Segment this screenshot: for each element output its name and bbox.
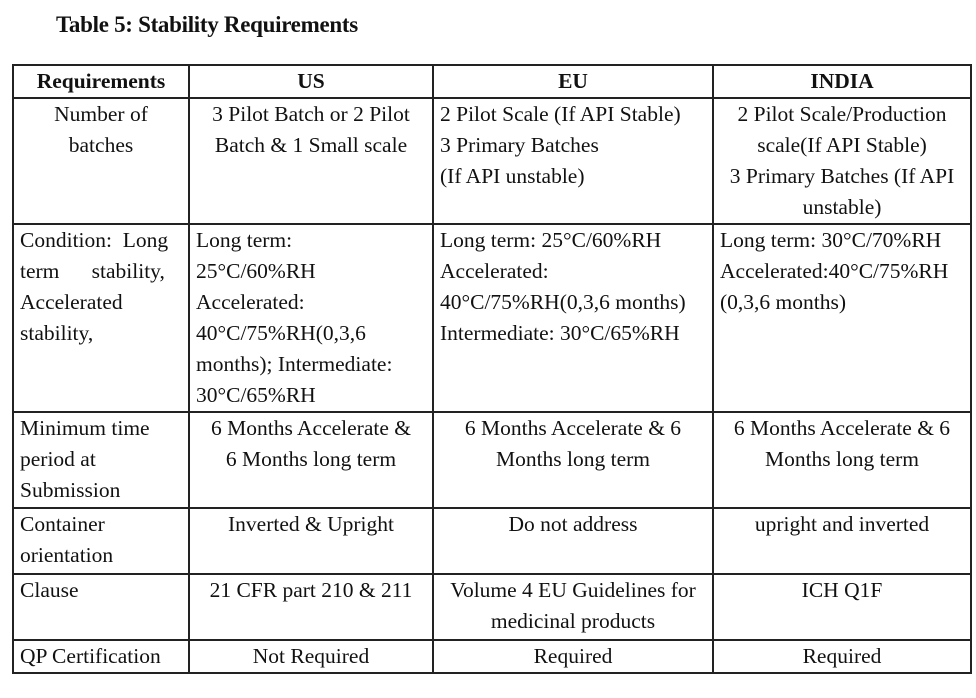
cell-text-line: QP Certification	[20, 644, 161, 668]
cell-text-line: Required	[802, 644, 882, 668]
cell-text-line: 3 Primary Batches (If API	[729, 164, 955, 188]
india-cell	[713, 574, 971, 640]
cell-text-line: Condition: Long	[20, 228, 169, 252]
india-cell	[713, 412, 971, 508]
cell-text-line: Submission	[20, 478, 121, 502]
cell-text-line: Months long term	[495, 447, 651, 471]
cell-text-line: batches	[68, 133, 134, 157]
cell-text-line: Container	[20, 512, 105, 536]
row-label-cell	[13, 574, 189, 640]
cell-text-line: 3 Primary Batches	[440, 133, 599, 157]
cell-text-line: 30°C/65%RH	[196, 383, 316, 407]
eu-cell	[433, 98, 713, 224]
cell-text-line: Inverted & Upright	[228, 512, 394, 536]
cell-text-line: 40°C/75%RH(0,3,6	[196, 321, 366, 345]
header-india: INDIA	[713, 65, 971, 98]
cell-text-line: Volume 4 EU Guidelines for	[450, 578, 696, 602]
cell-text-line: stability,	[20, 321, 94, 345]
cell-text-line: Long term:	[196, 228, 293, 252]
cell-text-line: Clause	[20, 578, 79, 602]
cell-text-line: ICH Q1F	[801, 578, 883, 602]
eu-cell	[433, 508, 713, 574]
us-cell	[189, 574, 433, 640]
us-cell	[189, 98, 433, 224]
cell-text-line: scale(If API Stable)	[757, 133, 927, 157]
us-cell	[189, 640, 433, 673]
stability-requirements-table	[12, 64, 972, 674]
header-us: US	[189, 65, 433, 98]
cell-text-line: Not Required	[252, 644, 370, 668]
cell-text-line: Long term: 30°C/70%RH	[720, 228, 942, 252]
india-cell	[713, 640, 971, 673]
row-label-cell	[13, 640, 189, 673]
cell-text-line: months); Intermediate:	[196, 352, 393, 376]
eu-cell	[433, 574, 713, 640]
header-eu: EU	[433, 65, 713, 98]
table-row-condition	[13, 224, 971, 412]
cell-text-line: Do not address	[508, 512, 638, 536]
eu-cell	[433, 224, 713, 412]
cell-text-line: period at	[20, 447, 96, 471]
table-caption: Table 5: Stability Requirements	[56, 12, 358, 37]
cell-text-line: 2 Pilot Scale/Production	[737, 102, 947, 126]
cell-text-line: term stability,	[20, 259, 165, 283]
cell-text-line: Months long term	[764, 447, 920, 471]
table-row-clause	[13, 574, 971, 640]
india-cell	[713, 508, 971, 574]
cell-text-line: upright and inverted	[754, 512, 930, 536]
cell-text-line: medicinal products	[490, 609, 656, 633]
cell-text-line: (0,3,6 months)	[720, 290, 847, 314]
table-row-container-orientation	[13, 508, 971, 574]
eu-cell	[433, 640, 713, 673]
table-row-qp-certification	[13, 640, 971, 673]
cell-text-line: orientation	[20, 543, 114, 567]
cell-text-line: 6 Months long term	[225, 447, 397, 471]
row-label-cell	[13, 508, 189, 574]
cell-text-line: Minimum time	[20, 416, 150, 440]
cell-text-line: 2 Pilot Scale (If API Stable)	[440, 102, 681, 126]
cell-text-line: Long term: 25°C/60%RH	[440, 228, 662, 252]
us-cell	[189, 412, 433, 508]
cell-text-line: unstable)	[802, 195, 882, 219]
cell-text-line: Number of	[54, 102, 148, 126]
header-row	[13, 65, 971, 98]
us-cell	[189, 508, 433, 574]
cell-text-line: 6 Months Accelerate &	[210, 416, 411, 440]
cell-text-line: Accelerated:	[440, 259, 549, 283]
india-cell	[713, 224, 971, 412]
cell-text-line: Accelerated:40°C/75%RH	[720, 259, 949, 283]
cell-text-line: Required	[533, 644, 613, 668]
table-row-number-of-batches	[13, 98, 971, 224]
cell-text-line: 6 Months Accelerate & 6	[733, 416, 951, 440]
cell-text-line: 3 Pilot Batch or 2 Pilot	[212, 102, 410, 126]
cell-text-line: Batch & 1 Small scale	[214, 133, 408, 157]
table-row-minimum-time	[13, 412, 971, 508]
cell-text-line: 25°C/60%RH	[196, 259, 316, 283]
cell-text-line: 40°C/75%RH(0,3,6 months)	[440, 290, 686, 314]
cell-text-line: 6 Months Accelerate & 6	[464, 416, 682, 440]
cell-text-line: (If API unstable)	[440, 164, 585, 188]
row-label-cell	[13, 98, 189, 224]
row-label-cell	[13, 412, 189, 508]
row-label-cell	[13, 224, 189, 412]
header-requirements: Requirements	[13, 65, 189, 98]
cell-text-line: 21 CFR part 210 & 211	[209, 578, 413, 602]
us-cell	[189, 224, 433, 412]
cell-text-line: Accelerated:	[196, 290, 305, 314]
cell-text-line: Accelerated	[20, 290, 123, 314]
india-cell	[713, 98, 971, 224]
cell-text-line: Intermediate: 30°C/65%RH	[440, 321, 680, 345]
eu-cell	[433, 412, 713, 508]
